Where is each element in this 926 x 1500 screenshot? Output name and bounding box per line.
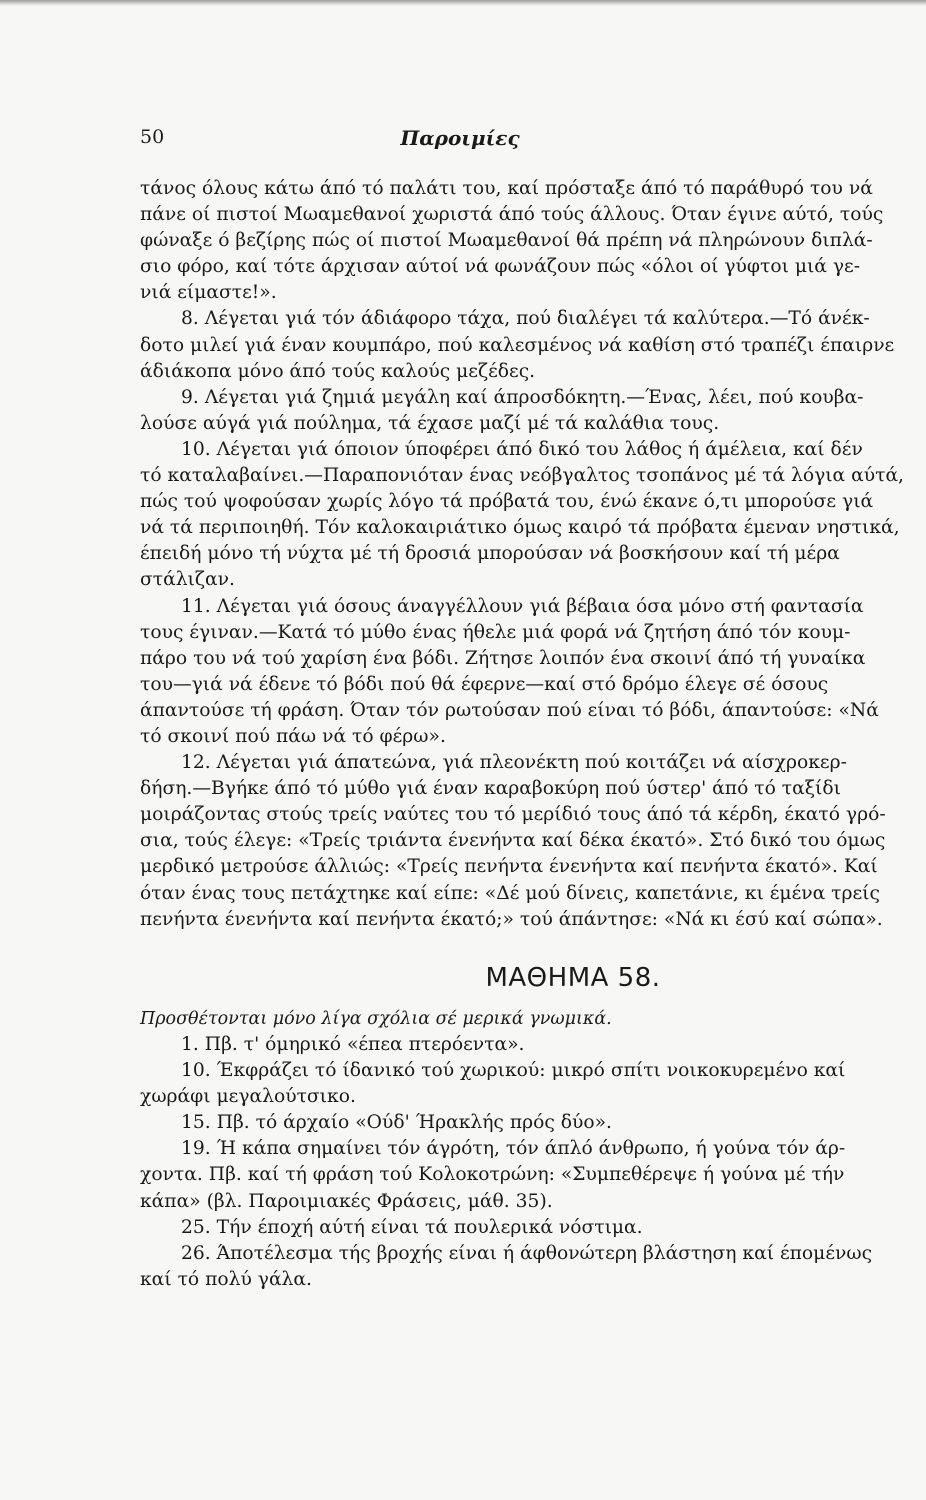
text-line: νιά είμαστε!».	[140, 282, 277, 304]
text-line: νά τά περιποιηθή. Τόν καλοκαιριάτικο όμως καιρό τά πρόβατα έμεναν νηστικά,	[140, 517, 900, 539]
text-line: πώς τού ψοφούσαν χωρίς λόγο τά πρόβατά του, ένώ έκανε ό,τι μπορούσε γιά	[140, 491, 874, 513]
text-line: τό σκοινί πού πάω νά τό φέρω».	[140, 725, 446, 747]
text-line: σιο φόρο, καί τότε άρχισαν αύτοί νά φωνάζουν πώς «όλοι οί γύφτοι μιά γε-	[140, 256, 861, 278]
text-line: τους έγιναν.—Κατά τό μύθο ένας ήθελε μιά φορά νά ζητήση άπό τόν κουμ-	[140, 621, 851, 643]
text-line: χοντα. Πβ. καί τή φράση τού Κολοκοτρώνη: «Συμπεθέρεψε ή γούνα μέ τήν	[140, 1164, 845, 1186]
running-title: Παροιμίες	[400, 126, 520, 150]
text-line: πάρο του νά τού χαρίση ένα βόδι. Ζήτησε λοιπόν ένα σκοινί άπό τή γυναίκα	[140, 647, 866, 669]
page-number: 50	[140, 126, 165, 148]
text-line: τάνος όλους κάτω άπό τό παλάτι του, καί πρόσταξε άπό τό παράθυρό του νά	[140, 178, 873, 199]
text-line: καί τό πολύ γάλα.	[140, 1268, 312, 1290]
paragraph-12-start: 12. Λέγεται γιά άπατεώνα, γιά πλεονέκτη πού κοιτάζει νά αίσχροκερ-	[181, 752, 847, 774]
text-line: του—γιά νά έδενε τό βόδι πού θά έφερνε—καί στό δρόμο έλεγε σέ όσους	[140, 673, 829, 695]
text-line: δήση.—Βγήκε άπό τό μύθο γιά έναν καραβοκύρη πού ύστερ' άπό τό ταξίδι	[140, 778, 841, 800]
paragraph-10-start: 10. Λέγεται γιά όποιον ύποφέρει άπό δικό του λάθος ή άμέλεια, καί δέν	[181, 438, 863, 460]
text-line: στάλιζαν.	[140, 569, 235, 591]
paragraph-9-start: 9. Λέγεται γιά ζημιά μεγάλη καί άπροσδόκητη.—Ένας, λέει, πού κουβα-	[181, 386, 864, 408]
text-line: μερδικό μετρούσε άλλιώς: «Τρείς πενήντα ένενήντα καί πενήντα έκατό». Καί	[140, 856, 878, 878]
page-header	[140, 126, 780, 152]
note-15: 15. Πβ. τό άρχαίο «Ούδ' Ήρακλής πρός δύο».	[181, 1112, 612, 1134]
text-line: χωράφι μεγαλούτσικο.	[140, 1086, 356, 1108]
paragraph-11-start: 11. Λέγεται γιά όσους άναγγέλλουν γιά βέβαια όσα μόνο στή φαντασία	[181, 595, 864, 617]
lesson-heading: ΜΑΘΗΜΑ 58.	[485, 963, 661, 993]
note-10: 10. Έκφράζει τό ίδανικό τού χωρικού: μικρό σπίτι νοικοκυρεμένο καί	[181, 1060, 846, 1082]
note-26: 26. Άποτέλεσμα τής βροχής είναι ή άφθονώτερη βλάστηση καί έπομένως	[181, 1242, 873, 1264]
scan-top-edge	[0, 0, 926, 6]
body-text	[140, 176, 906, 933]
lesson-notes	[140, 1006, 906, 1293]
note-1: 1. Πβ. τ' όμηρικό «έπεα πτερόεντα».	[181, 1034, 525, 1055]
text-line: λούσε αύγά γιά πούλημα, τά έχασε μαζί μέ τά καλάθια τους.	[140, 412, 720, 434]
text-line: όταν ένας τους πετάχτηκε καί είπε: «Δέ μού δίνεις, καπετάνιε, κι έμένα τρείς	[140, 882, 880, 904]
text-line: τό καταλαβαίνει.—Παραπονιόταν ένας νεόβγαλτος τσοπάνος μέ τά λόγια αύτά,	[140, 465, 904, 487]
lesson-heading-block	[140, 960, 906, 996]
text-line: πενήντα ένενήντα καί πενήντα έκατό;» τού άπάντησε: «Νά κι έσύ καί σώπα».	[140, 908, 883, 930]
text-line: μοιράζοντας στούς τρείς ναύτες του τό μερίδιό τους άπό τά κέρδη, έκατό γρό-	[140, 804, 886, 826]
text-line: σια, τούς έλεγε: «Τρείς τριάντα ένενήντα καί δέκα έκατό». Στό δικό του όμως	[140, 830, 886, 852]
text-line: φώναξε ό βεζίρης πώς οί πιστοί Μωαμεθανοί θά πρέπη νά πληρώνουν διπλά-	[140, 230, 873, 252]
note-25: 25. Τήν έποχή αύτή είναι τά πουλερικά νόστιμα.	[181, 1216, 643, 1238]
text-line: κάπα» (βλ. Παροιμιακές Φράσεις, μάθ. 35).	[140, 1190, 553, 1212]
text-line: πάνε οί πιστοί Μωαμεθανοί χωριστά άπό τούς άλλους. Όταν έγινε αύτό, τούς	[140, 204, 884, 226]
paragraph-8-start: 8. Λέγεται γιά τόν άδιάφορο τάχα, πού διαλέγει τά καλύτερα.—Τό άνέκ-	[181, 308, 870, 330]
text-line: άδιάκοπα μόνο άπό τούς καλούς μεζέδες.	[140, 360, 536, 382]
text-line: έπειδή μόνο τή νύχτα μέ τή δροσιά μπορούσαν νά βοσκήσουν καί τή μέρα	[140, 543, 840, 565]
text-line: δοτο μιλεί γιά έναν κουμπάρο, πού καλεσμένος νά καθίση στό τραπέζι έπαιρνε	[140, 334, 895, 356]
notes-subtitle: Προσθέτονται μόνο λίγα σχόλια σέ μερικά γνωμικά.	[140, 1009, 612, 1029]
note-19: 19. Ή κάπα σημαίνει τόν άγρότη, τόν άπλό άνθρωπο, ή γούνα τόν άρ-	[181, 1138, 846, 1160]
text-line: άπαντούσε τή φράση. Όταν τόν ρωτούσαν πού είναι τό βόδι, άπαντούσε: «Νά	[140, 699, 879, 721]
